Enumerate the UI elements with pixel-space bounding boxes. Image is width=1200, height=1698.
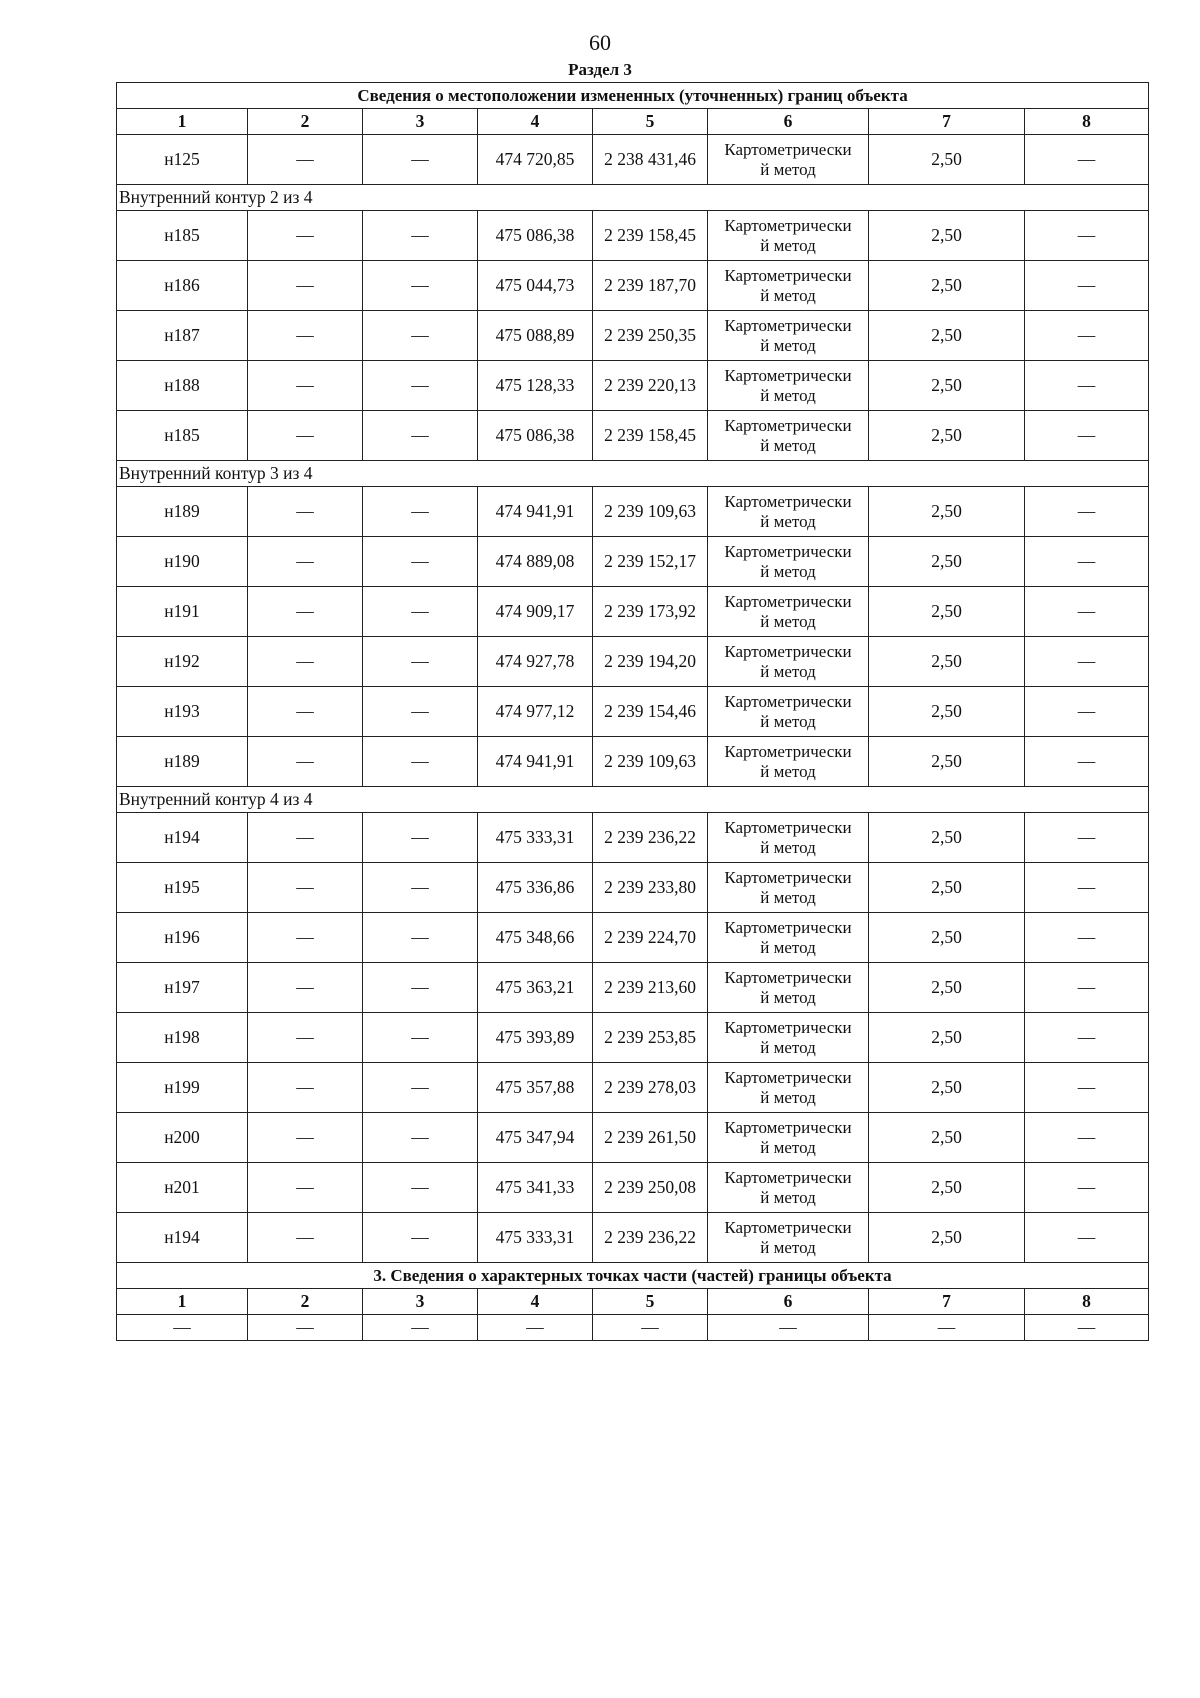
table-row bbox=[117, 1063, 1149, 1113]
table-row bbox=[117, 687, 1149, 737]
column-number-cell: 2 bbox=[248, 109, 363, 135]
method-line-2: й метод bbox=[760, 1087, 816, 1107]
column-8-cell: — bbox=[1025, 587, 1149, 637]
point-name-cell: н195 bbox=[117, 863, 248, 913]
column-2-cell: — bbox=[248, 863, 363, 913]
y-coordinate-cell: 2 239 109,63 bbox=[593, 487, 708, 537]
method-line-2: й метод bbox=[760, 385, 816, 405]
column-8-cell: — bbox=[1025, 813, 1149, 863]
method-line-2: й метод bbox=[760, 711, 816, 731]
method-cell bbox=[708, 687, 869, 737]
column-3-cell: — bbox=[363, 261, 478, 311]
x-coordinate-cell: 475 393,89 bbox=[478, 1013, 593, 1063]
y-coordinate-cell: 2 239 250,08 bbox=[593, 1163, 708, 1213]
method-line-1: Картометрически bbox=[724, 817, 852, 837]
method-cell bbox=[708, 1013, 869, 1063]
column-2-cell: — bbox=[248, 1113, 363, 1163]
y-coordinate-cell: 2 239 158,45 bbox=[593, 211, 708, 261]
method-line-1: Картометрически bbox=[724, 1167, 852, 1187]
method-cell bbox=[708, 737, 869, 787]
accuracy-cell: 2,50 bbox=[869, 135, 1025, 185]
y-coordinate-cell: 2 239 173,92 bbox=[593, 587, 708, 637]
column-8-cell: — bbox=[1025, 963, 1149, 1013]
method-line-2: й метод bbox=[760, 235, 816, 255]
point-name-cell: н187 bbox=[117, 311, 248, 361]
method-line-1: Картометрически bbox=[724, 867, 852, 887]
parts-empty-cell: — bbox=[478, 1315, 593, 1341]
column-number-cell: 7 bbox=[869, 1289, 1025, 1315]
column-8-cell: — bbox=[1025, 1013, 1149, 1063]
table-row bbox=[117, 211, 1149, 261]
point-name-cell: н194 bbox=[117, 1213, 248, 1263]
column-number-cell: 8 bbox=[1025, 1289, 1149, 1315]
accuracy-cell: 2,50 bbox=[869, 487, 1025, 537]
method-line-2: й метод bbox=[760, 937, 816, 957]
method-cell bbox=[708, 211, 869, 261]
point-name-cell: н191 bbox=[117, 587, 248, 637]
method-line-2: й метод bbox=[760, 435, 816, 455]
table-row bbox=[117, 587, 1149, 637]
point-name-cell: н194 bbox=[117, 813, 248, 863]
column-2-cell: — bbox=[248, 913, 363, 963]
method-line-2: й метод bbox=[760, 611, 816, 631]
method-line-1: Картометрически bbox=[724, 265, 852, 285]
y-coordinate-cell: 2 239 187,70 bbox=[593, 261, 708, 311]
column-number-cell: 5 bbox=[593, 1289, 708, 1315]
column-3-cell: — bbox=[363, 1163, 478, 1213]
column-3-cell: — bbox=[363, 211, 478, 261]
table-row bbox=[117, 1013, 1149, 1063]
column-8-cell: — bbox=[1025, 135, 1149, 185]
accuracy-cell: 2,50 bbox=[869, 1163, 1025, 1213]
column-8-cell: — bbox=[1025, 913, 1149, 963]
method-line-1: Картометрически bbox=[724, 691, 852, 711]
column-3-cell: — bbox=[363, 537, 478, 587]
method-line-1: Картометрически bbox=[724, 1067, 852, 1087]
method-line-2: й метод bbox=[760, 661, 816, 681]
x-coordinate-cell: 475 357,88 bbox=[478, 1063, 593, 1113]
parts-empty-cell: — bbox=[117, 1315, 248, 1341]
parts-table-title-cell: 3. Сведения о характерных точках части (частей) границы объекта bbox=[117, 1263, 1149, 1289]
y-coordinate-cell: 2 239 213,60 bbox=[593, 963, 708, 1013]
method-line-2: й метод bbox=[760, 1187, 816, 1207]
column-3-cell: — bbox=[363, 487, 478, 537]
table-row bbox=[117, 1213, 1149, 1263]
accuracy-cell: 2,50 bbox=[869, 211, 1025, 261]
y-coordinate-cell: 2 239 220,13 bbox=[593, 361, 708, 411]
method-line-2: й метод bbox=[760, 159, 816, 179]
column-2-cell: — bbox=[248, 261, 363, 311]
method-line-1: Картометрически bbox=[724, 1017, 852, 1037]
method-line-1: Картометрически bbox=[724, 967, 852, 987]
table-row bbox=[117, 863, 1149, 913]
column-8-cell: — bbox=[1025, 1213, 1149, 1263]
method-line-2: й метод bbox=[760, 987, 816, 1007]
x-coordinate-cell: 474 977,12 bbox=[478, 687, 593, 737]
accuracy-cell: 2,50 bbox=[869, 361, 1025, 411]
table-row bbox=[117, 537, 1149, 587]
accuracy-cell: 2,50 bbox=[869, 687, 1025, 737]
column-8-cell: — bbox=[1025, 361, 1149, 411]
method-line-2: й метод bbox=[760, 837, 816, 857]
method-line-2: й метод bbox=[760, 1137, 816, 1157]
column-number-cell: 6 bbox=[708, 1289, 869, 1315]
column-3-cell: — bbox=[363, 1013, 478, 1063]
contour-heading: Внутренний контур 2 из 4 bbox=[117, 185, 1149, 211]
accuracy-cell: 2,50 bbox=[869, 587, 1025, 637]
method-cell bbox=[708, 311, 869, 361]
method-line-1: Картометрически bbox=[724, 641, 852, 661]
column-8-cell: — bbox=[1025, 487, 1149, 537]
y-coordinate-cell: 2 239 250,35 bbox=[593, 311, 708, 361]
point-name-cell: н189 bbox=[117, 737, 248, 787]
column-2-cell: — bbox=[248, 1013, 363, 1063]
x-coordinate-cell: 475 086,38 bbox=[478, 411, 593, 461]
method-cell bbox=[708, 1063, 869, 1113]
point-name-cell: н199 bbox=[117, 1063, 248, 1113]
x-coordinate-cell: 475 088,89 bbox=[478, 311, 593, 361]
method-cell bbox=[708, 813, 869, 863]
method-line-2: й метод bbox=[760, 285, 816, 305]
method-cell bbox=[708, 863, 869, 913]
column-8-cell: — bbox=[1025, 687, 1149, 737]
point-name-cell: н188 bbox=[117, 361, 248, 411]
y-coordinate-cell: 2 239 253,85 bbox=[593, 1013, 708, 1063]
y-coordinate-cell: 2 239 224,70 bbox=[593, 913, 708, 963]
x-coordinate-cell: 474 909,17 bbox=[478, 587, 593, 637]
method-line-2: й метод bbox=[760, 1237, 816, 1257]
column-3-cell: — bbox=[363, 1213, 478, 1263]
point-name-cell: н185 bbox=[117, 411, 248, 461]
column-2-cell: — bbox=[248, 1213, 363, 1263]
accuracy-cell: 2,50 bbox=[869, 863, 1025, 913]
column-8-cell: — bbox=[1025, 1063, 1149, 1113]
point-name-cell: н186 bbox=[117, 261, 248, 311]
parts-empty-cell: — bbox=[248, 1315, 363, 1341]
table-row bbox=[117, 813, 1149, 863]
method-line-1: Картометрически bbox=[724, 541, 852, 561]
x-coordinate-cell: 475 347,94 bbox=[478, 1113, 593, 1163]
column-3-cell: — bbox=[363, 361, 478, 411]
column-2-cell: — bbox=[248, 311, 363, 361]
section-label: Раздел 3 bbox=[568, 60, 632, 79]
column-3-cell: — bbox=[363, 813, 478, 863]
column-3-cell: — bbox=[363, 687, 478, 737]
contour-heading-row bbox=[117, 185, 1149, 211]
x-coordinate-cell: 475 348,66 bbox=[478, 913, 593, 963]
method-line-1: Картометрически bbox=[724, 215, 852, 235]
x-coordinate-cell: 475 044,73 bbox=[478, 261, 593, 311]
method-line-1: Картометрически bbox=[724, 365, 852, 385]
table-row bbox=[117, 913, 1149, 963]
column-3-cell: — bbox=[363, 913, 478, 963]
column-number-cell: 7 bbox=[869, 109, 1025, 135]
accuracy-cell: 2,50 bbox=[869, 1063, 1025, 1113]
column-3-cell: — bbox=[363, 1063, 478, 1113]
column-3-cell: — bbox=[363, 963, 478, 1013]
accuracy-cell: 2,50 bbox=[869, 311, 1025, 361]
y-coordinate-cell: 2 239 109,63 bbox=[593, 737, 708, 787]
accuracy-cell: 2,50 bbox=[869, 813, 1025, 863]
point-name-cell: н125 bbox=[117, 135, 248, 185]
x-coordinate-cell: 475 341,33 bbox=[478, 1163, 593, 1213]
column-8-cell: — bbox=[1025, 261, 1149, 311]
y-coordinate-cell: 2 239 158,45 bbox=[593, 411, 708, 461]
accuracy-cell: 2,50 bbox=[869, 1213, 1025, 1263]
x-coordinate-cell: 474 889,08 bbox=[478, 537, 593, 587]
method-cell bbox=[708, 963, 869, 1013]
point-name-cell: н200 bbox=[117, 1113, 248, 1163]
method-cell bbox=[708, 587, 869, 637]
column-number-cell: 4 bbox=[478, 109, 593, 135]
point-name-cell: н185 bbox=[117, 211, 248, 261]
column-number-cell: 2 bbox=[248, 1289, 363, 1315]
column-3-cell: — bbox=[363, 1113, 478, 1163]
accuracy-cell: 2,50 bbox=[869, 637, 1025, 687]
column-2-cell: — bbox=[248, 361, 363, 411]
method-cell bbox=[708, 1213, 869, 1263]
method-line-1: Картометрически bbox=[724, 139, 852, 159]
method-line-1: Картометрически bbox=[724, 491, 852, 511]
method-line-1: Картометрически bbox=[724, 1217, 852, 1237]
y-coordinate-cell: 2 238 431,46 bbox=[593, 135, 708, 185]
method-cell bbox=[708, 135, 869, 185]
method-line-1: Картометрически bbox=[724, 415, 852, 435]
method-line-2: й метод bbox=[760, 335, 816, 355]
point-name-cell: н198 bbox=[117, 1013, 248, 1063]
y-coordinate-cell: 2 239 236,22 bbox=[593, 813, 708, 863]
column-number-cell: 3 bbox=[363, 109, 478, 135]
column-2-cell: — bbox=[248, 1163, 363, 1213]
table-row bbox=[117, 737, 1149, 787]
x-coordinate-cell: 475 363,21 bbox=[478, 963, 593, 1013]
table-row bbox=[117, 1113, 1149, 1163]
column-8-cell: — bbox=[1025, 311, 1149, 361]
method-line-2: й метод bbox=[760, 561, 816, 581]
column-2-cell: — bbox=[248, 211, 363, 261]
column-8-cell: — bbox=[1025, 1113, 1149, 1163]
parts-column-number-row bbox=[117, 1289, 1149, 1315]
column-3-cell: — bbox=[363, 311, 478, 361]
column-number-cell: 4 bbox=[478, 1289, 593, 1315]
page-number: 60 bbox=[589, 30, 611, 55]
column-2-cell: — bbox=[248, 637, 363, 687]
accuracy-cell: 2,50 bbox=[869, 913, 1025, 963]
column-3-cell: — bbox=[363, 135, 478, 185]
table-row bbox=[117, 361, 1149, 411]
table-row bbox=[117, 411, 1149, 461]
y-coordinate-cell: 2 239 233,80 bbox=[593, 863, 708, 913]
table-row bbox=[117, 487, 1149, 537]
column-2-cell: — bbox=[248, 737, 363, 787]
method-cell bbox=[708, 411, 869, 461]
parts-empty-row bbox=[117, 1315, 1149, 1341]
column-2-cell: — bbox=[248, 1063, 363, 1113]
method-line-2: й метод bbox=[760, 887, 816, 907]
column-number-cell: 8 bbox=[1025, 109, 1149, 135]
column-2-cell: — bbox=[248, 487, 363, 537]
point-name-cell: н192 bbox=[117, 637, 248, 687]
method-cell bbox=[708, 1163, 869, 1213]
table-row bbox=[117, 311, 1149, 361]
table-title bbox=[117, 83, 1149, 109]
method-line-1: Картометрически bbox=[724, 1117, 852, 1137]
column-number-cell: 3 bbox=[363, 1289, 478, 1315]
table-row bbox=[117, 261, 1149, 311]
x-coordinate-cell: 474 720,85 bbox=[478, 135, 593, 185]
column-3-cell: — bbox=[363, 737, 478, 787]
x-coordinate-cell: 474 927,78 bbox=[478, 637, 593, 687]
y-coordinate-cell: 2 239 236,22 bbox=[593, 1213, 708, 1263]
point-name-cell: н190 bbox=[117, 537, 248, 587]
method-line-2: й метод bbox=[760, 1037, 816, 1057]
parts-empty-cell: — bbox=[593, 1315, 708, 1341]
contour-heading-row bbox=[117, 787, 1149, 813]
boundary-coordinates-table bbox=[116, 82, 1149, 1341]
x-coordinate-cell: 474 941,91 bbox=[478, 487, 593, 537]
column-8-cell: — bbox=[1025, 411, 1149, 461]
point-name-cell: н197 bbox=[117, 963, 248, 1013]
accuracy-cell: 2,50 bbox=[869, 1113, 1025, 1163]
accuracy-cell: 2,50 bbox=[869, 1013, 1025, 1063]
column-8-cell: — bbox=[1025, 637, 1149, 687]
table-row bbox=[117, 637, 1149, 687]
method-line-1: Картометрически bbox=[724, 741, 852, 761]
x-coordinate-cell: 475 333,31 bbox=[478, 813, 593, 863]
method-cell bbox=[708, 1113, 869, 1163]
method-cell bbox=[708, 487, 869, 537]
x-coordinate-cell: 475 086,38 bbox=[478, 211, 593, 261]
x-coordinate-cell: 475 333,31 bbox=[478, 1213, 593, 1263]
contour-heading-row bbox=[117, 461, 1149, 487]
column-2-cell: — bbox=[248, 411, 363, 461]
point-name-cell: н196 bbox=[117, 913, 248, 963]
column-number-cell: 1 bbox=[117, 1289, 248, 1315]
point-name-cell: н201 bbox=[117, 1163, 248, 1213]
column-8-cell: — bbox=[1025, 863, 1149, 913]
parts-empty-cell: — bbox=[363, 1315, 478, 1341]
method-line-1: Картометрически bbox=[724, 917, 852, 937]
table-row bbox=[117, 963, 1149, 1013]
accuracy-cell: 2,50 bbox=[869, 737, 1025, 787]
x-coordinate-cell: 475 128,33 bbox=[478, 361, 593, 411]
column-2-cell: — bbox=[248, 813, 363, 863]
column-8-cell: — bbox=[1025, 211, 1149, 261]
method-line-1: Картометрически bbox=[724, 591, 852, 611]
parts-empty-cell: — bbox=[869, 1315, 1025, 1341]
column-2-cell: — bbox=[248, 963, 363, 1013]
column-number-cell: 6 bbox=[708, 109, 869, 135]
table-row bbox=[117, 135, 1149, 185]
parts-table-title bbox=[117, 1263, 1149, 1289]
method-cell bbox=[708, 361, 869, 411]
method-line-2: й метод bbox=[760, 761, 816, 781]
column-3-cell: — bbox=[363, 411, 478, 461]
accuracy-cell: 2,50 bbox=[869, 537, 1025, 587]
parts-empty-cell: — bbox=[1025, 1315, 1149, 1341]
column-8-cell: — bbox=[1025, 1163, 1149, 1213]
accuracy-cell: 2,50 bbox=[869, 261, 1025, 311]
contour-heading: Внутренний контур 4 из 4 bbox=[117, 787, 1149, 813]
accuracy-cell: 2,50 bbox=[869, 411, 1025, 461]
column-number-cell: 1 bbox=[117, 109, 248, 135]
method-line-2: й метод bbox=[760, 511, 816, 531]
column-3-cell: — bbox=[363, 637, 478, 687]
contour-heading: Внутренний контур 3 из 4 bbox=[117, 461, 1149, 487]
y-coordinate-cell: 2 239 261,50 bbox=[593, 1113, 708, 1163]
method-cell bbox=[708, 637, 869, 687]
accuracy-cell: 2,50 bbox=[869, 963, 1025, 1013]
x-coordinate-cell: 474 941,91 bbox=[478, 737, 593, 787]
method-cell bbox=[708, 913, 869, 963]
column-2-cell: — bbox=[248, 587, 363, 637]
y-coordinate-cell: 2 239 278,03 bbox=[593, 1063, 708, 1113]
column-2-cell: — bbox=[248, 135, 363, 185]
column-2-cell: — bbox=[248, 687, 363, 737]
column-3-cell: — bbox=[363, 587, 478, 637]
method-line-1: Картометрически bbox=[724, 315, 852, 335]
column-number-row bbox=[117, 109, 1149, 135]
point-name-cell: н193 bbox=[117, 687, 248, 737]
method-cell bbox=[708, 261, 869, 311]
column-3-cell: — bbox=[363, 863, 478, 913]
method-cell bbox=[708, 537, 869, 587]
y-coordinate-cell: 2 239 152,17 bbox=[593, 537, 708, 587]
x-coordinate-cell: 475 336,86 bbox=[478, 863, 593, 913]
parts-empty-cell: — bbox=[708, 1315, 869, 1341]
table-row bbox=[117, 1163, 1149, 1213]
point-name-cell: н189 bbox=[117, 487, 248, 537]
y-coordinate-cell: 2 239 154,46 bbox=[593, 687, 708, 737]
column-2-cell: — bbox=[248, 537, 363, 587]
table-title-cell: Сведения о местоположении измененных (уточненных) границ объекта bbox=[117, 83, 1149, 109]
column-8-cell: — bbox=[1025, 537, 1149, 587]
column-number-cell: 5 bbox=[593, 109, 708, 135]
y-coordinate-cell: 2 239 194,20 bbox=[593, 637, 708, 687]
column-8-cell: — bbox=[1025, 737, 1149, 787]
